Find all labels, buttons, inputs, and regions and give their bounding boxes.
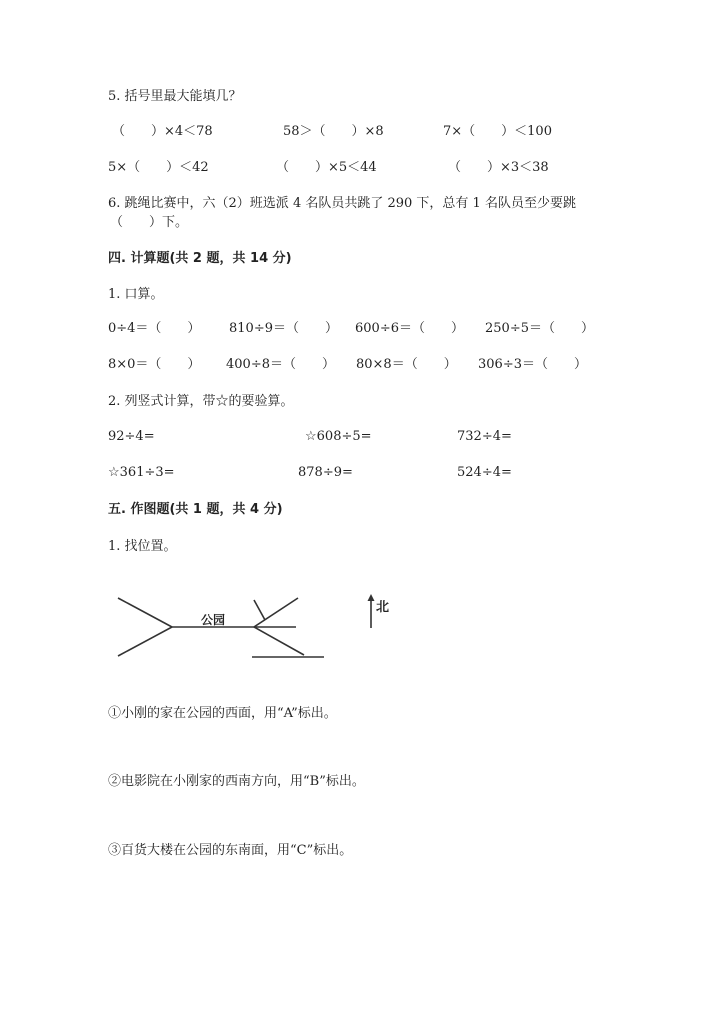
section4-heading: 四. 计算题(共 2 题，共 14 分)	[108, 251, 292, 266]
oral-calc-item-5: 8×0＝（ ）	[108, 357, 201, 372]
map-north-label: 北	[376, 600, 390, 615]
oral-calc-item-4: 250÷5＝（ ）	[485, 321, 594, 336]
find-position-title: 1. 找位置。	[108, 539, 177, 554]
map-north-arrow-head	[368, 594, 375, 601]
vertical-calc-item-3: 732÷4=	[457, 429, 512, 444]
oral-calc-title: 1. 口算。	[108, 287, 164, 302]
q5-title: 5. 括号里最大能填几？	[108, 89, 242, 104]
q6-line-2: （ ）下。	[110, 215, 189, 230]
vertical-calc-item-2: ☆608÷5=	[305, 429, 372, 444]
map-task-1: ①小刚的家在公园的西面，用“A”标出。	[108, 706, 337, 721]
map-road-left-upper	[118, 598, 172, 627]
q5-item-5: （ ）×5＜44	[276, 160, 377, 175]
oral-calc-item-1: 0÷4＝（ ）	[108, 321, 201, 336]
oral-calc-item-2: 810÷9＝（ ）	[229, 321, 338, 336]
map-road-right-lower	[254, 627, 304, 655]
map-road-left-lower	[118, 627, 172, 656]
oral-calc-item-6: 400÷8＝（ ）	[226, 357, 335, 372]
q6-line-1: 6. 跳绳比赛中，六（2）班选派 4 名队员共跳了 290 下，总有 1 名队员至少要跳	[108, 196, 576, 211]
q5-item-2: 58＞（ ）×8	[283, 124, 384, 139]
oral-calc-item-3: 600÷6＝（ ）	[355, 321, 464, 336]
vertical-calc-item-4: ☆361÷3=	[108, 465, 175, 480]
q5-item-3: 7×（ ）＜100	[443, 124, 552, 139]
map-figure	[110, 590, 410, 670]
map-task-2: ②电影院在小刚家的西南方向，用“B”标出。	[108, 774, 365, 789]
q5-item-1: （ ）×4＜78	[112, 124, 213, 139]
section5-heading: 五. 作图题(共 1 题，共 4 分)	[108, 502, 283, 517]
vertical-calc-title: 2. 列竖式计算，带☆的要验算。	[108, 394, 294, 409]
map-park-label: 公园	[201, 613, 226, 627]
map-road-right-short	[254, 600, 265, 620]
oral-calc-item-7: 80×8＝（ ）	[356, 357, 457, 372]
vertical-calc-item-1: 92÷4=	[108, 429, 155, 444]
map-task-3: ③百货大楼在公园的东南面，用“C”标出。	[108, 843, 353, 858]
q5-item-6: （ ）×3＜38	[448, 160, 549, 175]
q5-item-4: 5×（ ）＜42	[108, 160, 209, 175]
vertical-calc-item-5: 878÷9=	[298, 465, 353, 480]
oral-calc-item-8: 306÷3＝（ ）	[478, 357, 587, 372]
vertical-calc-item-6: 524÷4=	[457, 465, 512, 480]
